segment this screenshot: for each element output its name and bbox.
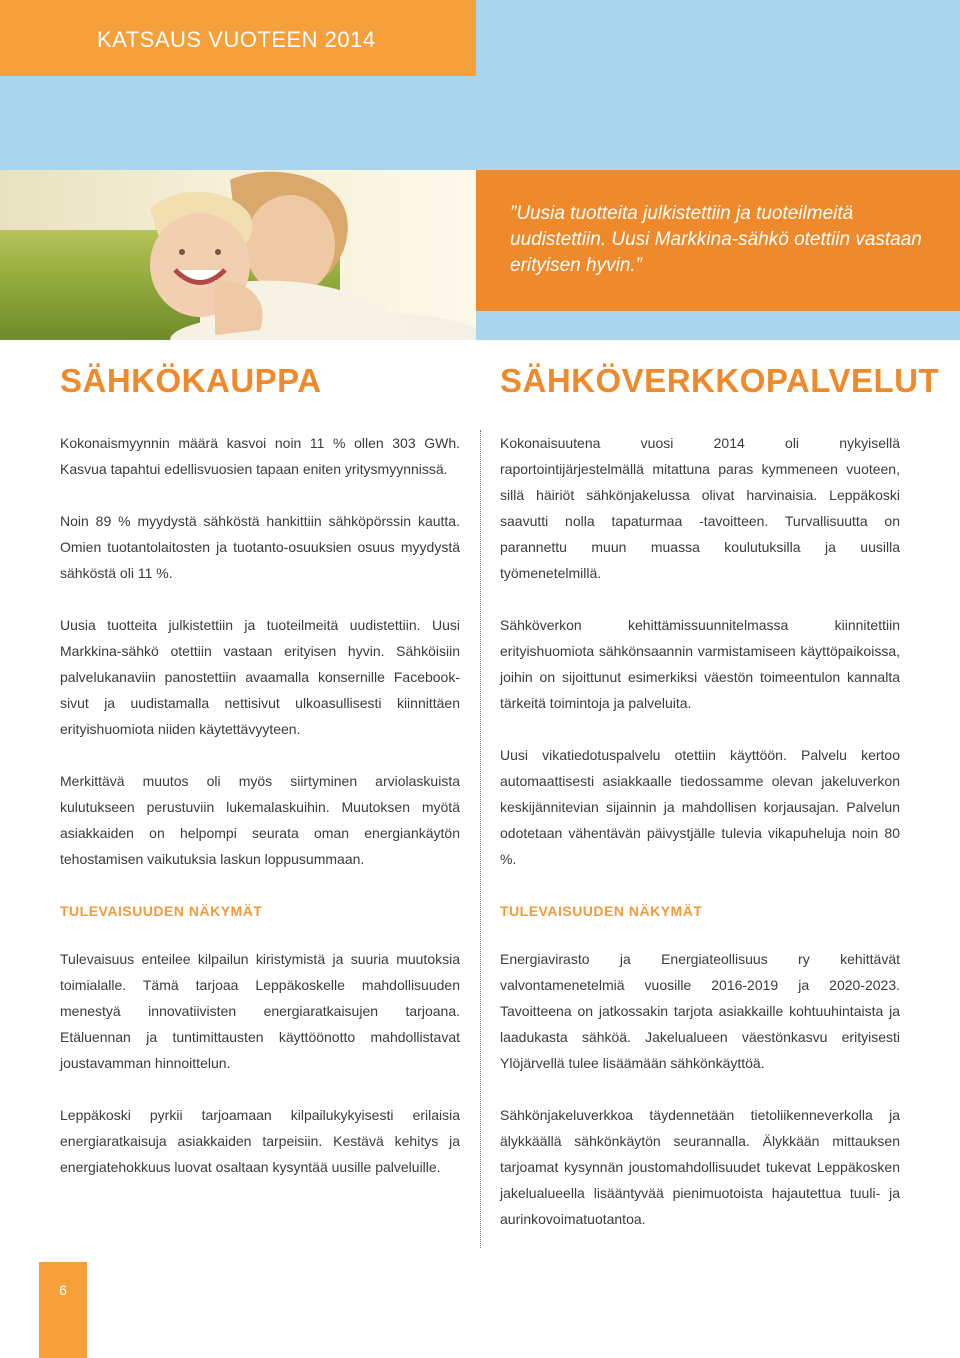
right-future-paragraph: Sähkönjakeluverkkoa täydennetään tietoliikenneverkolla ja älykkäällä sähkönkäytön seurannalla. Älykkään mittauksen tarjoamat kysynnän joustomahdollisuudet tukevat Leppäkosken jakelualueella lisääntyvää pienimuotoista hajautettua tuuli- ja aurinkovoimatuotantoa. xyxy=(500,1107,900,1227)
header-tab xyxy=(0,0,476,76)
right-future-paragraph: Energiavirasto ja Energiateollisuus ry kehittävät valvontamenetelmiä vuosille 2016-2019 ja 2020-2023. Tavoitteena on jatkossakin tarjota asiakkaille kohtuuhintaista ja laadukasta sähköä. Jakelualueen väestönkasvu erityisesti Ylöjärvellä tulee lisäämään sähkönkäyttöä. xyxy=(500,951,900,1071)
left-future-paragraph: Tulevaisuus enteilee kilpailun kiristymistä ja suuria muutoksia toimialalle. Tämä tarjoaa Leppäkoskelle mahdollisuuden menestyä innovatiivisten energiaratkaisujen tarjoana. Etäluennan ja tuntimittausten käyttöönotto mahdollistavat joustavamman hinnoittelun. xyxy=(60,951,460,1071)
blue-band-strip xyxy=(476,311,960,340)
right-paragraph: Kokonaisuutena vuosi 2014 oli nykyisellä raportointijärjestelmällä mitattuna paras kymmeneen vuoteen, sillä häiriöt sähkönjakelussa olivat harvinaisia. Leppäkoski saavutti nolla tapaturmaa -tavoitteen. Turvallisuutta on parannettu muun muassa koulutuksilla ja uusilla työmenetelmillä. xyxy=(500,435,900,581)
right-column xyxy=(500,430,900,1258)
page-number: 6 xyxy=(59,1282,67,1298)
left-subheading: TULEVAISUUDEN NÄKYMÄT xyxy=(60,903,263,919)
page-number-box xyxy=(39,1262,87,1358)
right-paragraph: Uusi vikatiedotuspalvelu otettiin käyttöön. Palvelu kertoo automaattisesti asiakkaalle tiedossamme olevan jakeluverkon keskijännitevian sijainnin ja mahdollisen korjausajan. Palvelun odotetaan vähentävän päivystjälle tulevia vikapuheluja noin 80 %. xyxy=(500,747,900,867)
hero-photo xyxy=(0,170,476,340)
left-paragraph: Noin 89 % myydystä sähköstä hankittiin sähköpörssin kautta. Omien tuotantolaitosten ja tuotanto-osuuksien osuus myydystä sähköstä oli 11 %. xyxy=(60,513,460,581)
left-paragraph: Uusia tuotteita julkistettiin ja tuoteilmeitä uudistettiin. Uusi Markkina-sähkö otettiin vastaan erityisen hyvin. Sähköisiin palvelukanaviin panostettiin avaamalla konsernille Facebook-sivut ja uudistamalla nettisivut ulkoasullisesti kiinnittäen erityishuomiota niiden käytettävyyteen. xyxy=(60,617,460,737)
photo-illustration xyxy=(0,170,476,340)
left-future-paragraph: Leppäkoski pyrkii tarjoamaan kilpailukykyisesti erilaisia energiaratkaisuja asiakkaiden tarpeisiin. Kestävä kehitys ja energiatehokkuus luovat osaltaan kysyntää uusille palveluille. xyxy=(60,1107,460,1175)
left-paragraph: Merkittävä muutos oli myös siirtyminen arviolaskuista kulutukseen perustuviin lukemalaskuihin. Muutoksen myötä asiakkaiden on helpompi seurata oman energiankäytön tehostamisen vaikutuksia laskun loppusummaan. xyxy=(60,773,460,867)
right-subheading: TULEVAISUUDEN NÄKYMÄT xyxy=(500,903,703,919)
header-title: KATSAUS VUOTEEN 2014 xyxy=(97,27,376,52)
column-divider xyxy=(480,430,481,1248)
left-section-title: SÄHKÖKAUPPA xyxy=(60,362,322,399)
right-section-title: SÄHKÖVERKKOPALVELUT xyxy=(500,362,940,399)
left-column xyxy=(60,430,460,1206)
pull-quote: ”Uusia tuotteita julkistettiin ja tuoteilmeitä uudistettiin. Uusi Markkina-sähkö otettiin vastaan erityisen hyvin.” xyxy=(510,203,922,276)
left-paragraph: Kokonaismyynnin määrä kasvoi noin 11 % ollen 303 GWh. Kasvua tapahtui edellisvuosien tapaan eniten yritysmyynnissä. xyxy=(60,435,460,477)
right-paragraph: Sähköverkon kehittämissuunnitelmassa kiinnitettiin erityishuomiota sähkönsaannin varmistamiseen käyttöpaikoissa, joihin on sijoittunut esimerkiksi väestön toimeentulon kannalta tärkeitä toimintoja ja palveluita. xyxy=(500,617,900,711)
